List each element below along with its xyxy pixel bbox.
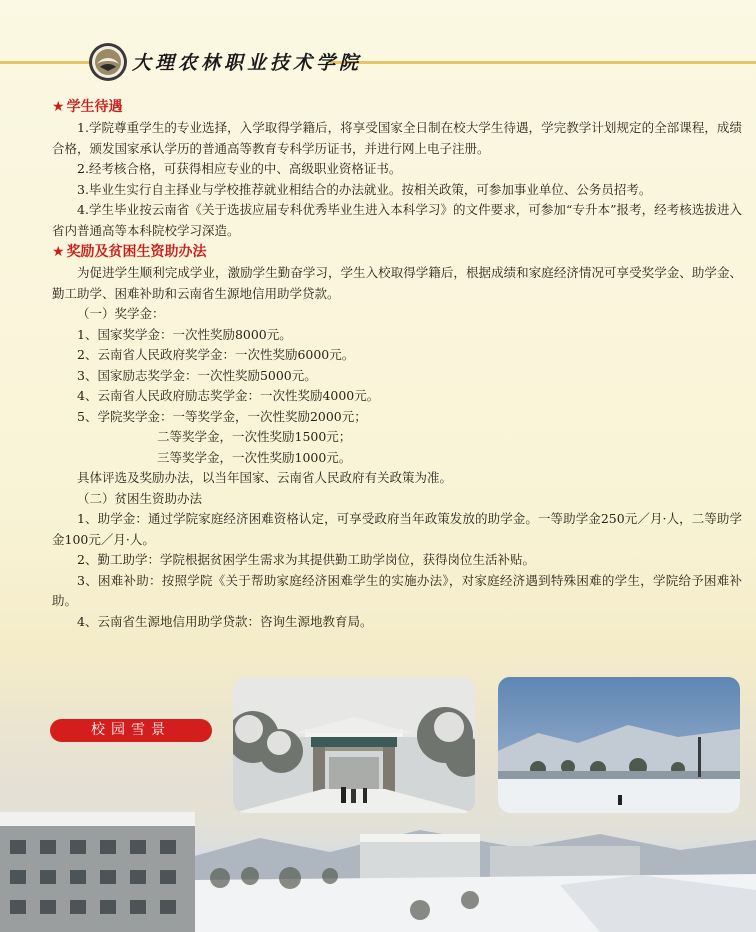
treatment-item: 4.学生毕业按云南省《关于选拔应届专科优秀毕业生进入本科学习》的文件要求，可参加“专升本”报考，经考核选拔进入省内普通高等本科院校学习深造。 [52,202,742,238]
section-title-text: 学生待遇 [66,99,123,115]
school-emblem-icon [88,42,128,82]
treatment-item: 3.毕业生实行自主择业与学校推荐就业相结合的办法就业。按相关政策，可参加事业单位、公务员招考。 [77,181,652,197]
aid-item: 2、勤工助学：学院根据贫困学生需求为其提供勤工助学岗位，获得岗位生活补贴。 [77,552,535,567]
page-header [0,38,756,88]
scholarship-item: 2、云南省人民政府奖学金：一次性奖励6000元。 [77,347,355,362]
section-title-text: 奖励及贫困生资助办法 [66,244,207,260]
gallery-label: 校园雪景 [50,719,212,742]
treatment-item: 2.经考核合格，可获得相应专业的中、高级职业资格证书。 [77,161,402,176]
aid-item: 3、困难补助：按照学院《关于帮助家庭经济困难学生的实施办法》，对家庭经济遇到特殊困难的学生，学院给予困难补助。 [52,572,742,608]
campus-gate-snow-photo [233,677,475,813]
campus-field-snow-photo [498,677,740,813]
scholarship-note: 具体评选及奖励办法，以当年国家、云南省人民政府有关政策为准。 [77,470,453,485]
aid-item: 1、助学金：通过学院家庭经济困难资格认定，可享受政府当年政策发放的助学金。一等助学金250元／月·人，二等助学金100元／月·人。 [52,511,742,547]
scholarship-heading: （一）奖学金： [77,306,165,321]
section-title-rewards-aid [52,241,742,263]
star-icon: ★ [52,99,65,115]
treatment-item: 1.学院尊重学生的专业选择，入学取得学籍后，将享受国家全日制在校大学生待遇，学完教学计划规定的全部课程，成绩合格，颁发国家承认学历的普通高等教育专科学历证书，并进行网上电子注册。 [52,120,742,156]
star-icon: ★ [52,244,65,260]
aid-heading: （二）贫困生资助办法 [77,490,203,506]
header-rule-left [0,61,92,64]
college-scholarship-level: 二等奖学金，一次性奖励1500元； [157,429,352,444]
header-rule-right [330,61,756,64]
scholarship-item: 4、云南省人民政府励志奖学金：一次性奖励4000元。 [77,388,380,403]
scholarship-item: 3、国家励志奖学金：一次性奖励5000元。 [77,367,317,383]
scholarship-item: 5、学院奖学金：一等奖学金，一次性奖励2000元； [77,408,367,424]
scholarship-item: 1、国家奖学金：一次性奖励8000元。 [77,326,292,342]
school-name: 大理农林职业技术学院 [132,52,363,74]
main-content [52,96,742,632]
section-title-student-treatment [52,96,742,118]
college-scholarship-level: 三等奖学金，一次性奖励1000元。 [157,449,352,465]
rewards-intro: 为促进学生顺利完成学业，激励学生勤奋学习，学生入校取得学籍后，根据成绩和家庭经济情况可享受奖学金、助学金、勤工助学、困难补助和云南省生源地信用助学贷款。 [52,265,742,301]
aid-item: 4、云南省生源地信用助学贷款：咨询生源地教育局。 [77,613,373,629]
